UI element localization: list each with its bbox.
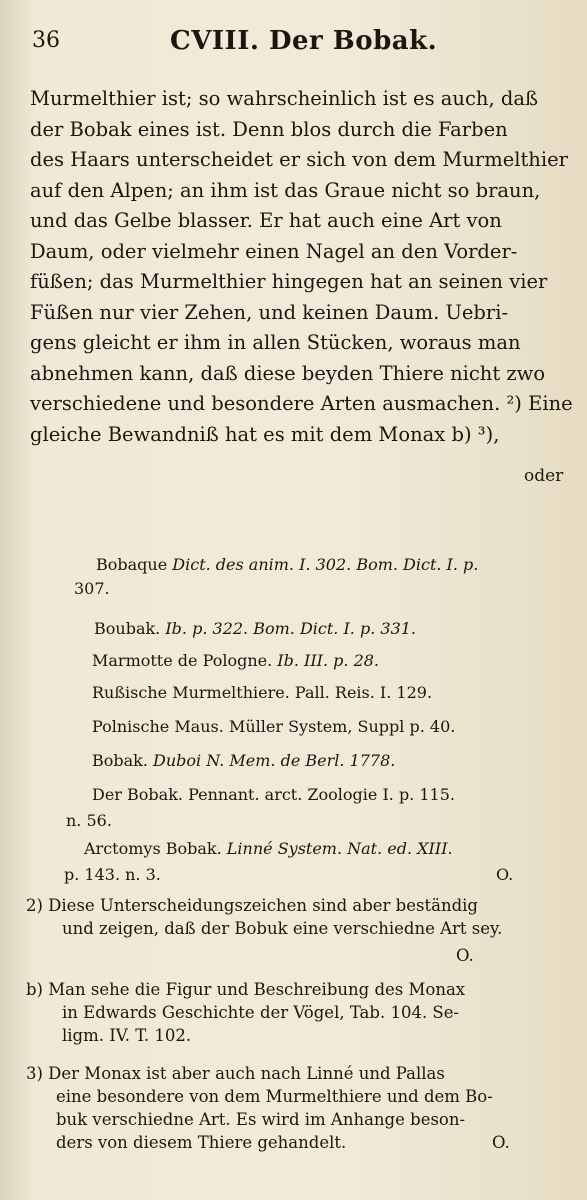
footnote-line: 2) Diese Unterscheidungszeichen sind aber beständig [26, 896, 478, 915]
text-line: gleiche Bewandniß hat es mit dem Monax b) ³), [30, 422, 500, 446]
synonym-reference: Bom. Dict. I. p. [356, 555, 479, 574]
synonym-name: Polnische Maus. [92, 717, 224, 736]
text-line: füßen; das Murmelthier hingegen hat an seinen vier [30, 270, 548, 293]
synonym-entry [92, 683, 432, 702]
synonym-reference: Pennant. arct. Zoologie I. p. 115. [188, 785, 455, 804]
synonym-reference: Duboi N. Mem. de Berl. 1778. [153, 751, 396, 770]
synonym-entry [92, 751, 395, 770]
footnote-line: ligm. IV. T. 102. [62, 1026, 192, 1045]
synonym-continuation: 307. [74, 579, 110, 598]
synonym-continuation: n. 56. [66, 811, 112, 830]
footnote-line: eine besondere von dem Murmelthiere und dem Bo- [56, 1087, 493, 1106]
synonym-entry [96, 555, 478, 574]
synonym-signature: O. [496, 865, 514, 884]
synonym-reference: Ib. III. p. 28. [277, 651, 380, 670]
footnote [26, 1062, 576, 1154]
catchword: oder [524, 466, 564, 486]
synonym-entry [92, 717, 455, 736]
footnote-line: in Edwards Geschichte der Vögel, Tab. 104. Se- [62, 1003, 460, 1022]
footnote-line: und zeigen, daß der Bobuk eine verschiedne Art sey. [62, 919, 503, 938]
footnote-line: buk verschiedne Art. Es wird im Anhange beson- [56, 1110, 466, 1129]
text-line: und das Gelbe blasser. Er hat auch eine Art von [30, 209, 502, 232]
footnote [26, 978, 576, 1047]
synonym-entry [84, 839, 453, 858]
synonym-name: Bobak. [92, 751, 148, 770]
synonym-reference: Dict. des anim. I. 302. [172, 555, 352, 574]
synonym-entry [94, 619, 416, 638]
footnote-signature: O. [456, 946, 474, 965]
page-header [0, 22, 587, 62]
synonym-reference: Bom. Dict. I. p. 331. [253, 619, 417, 638]
text-line: gens gleicht er ihm in allen Stücken, woraus man [30, 331, 521, 354]
synonym-name: Marmotte de Pologne. [92, 651, 273, 670]
synonym-name: Boubak. [94, 619, 161, 638]
footnote [26, 894, 576, 965]
running-head: CVIII. Der Bobak. [170, 26, 438, 56]
synonym-continuation: p. 143. n. 3. [64, 865, 161, 884]
text-line: Füßen nur vier Zehen, und keinen Daum. Uebri- [30, 300, 509, 324]
main-text [30, 84, 575, 450]
footnote-line: ders von diesem Thiere gehandelt. [56, 1133, 347, 1152]
footnote-signature: O. [492, 1133, 510, 1152]
footnote-line: b) Man sehe die Figur und Beschreibung des Monax [26, 980, 466, 999]
text-line: verschiedene und besondere Arten ausmachen. ²) Eine [30, 392, 573, 415]
synonym-name: Arctomys Bobak. [84, 839, 222, 858]
text-line: Daum, oder vielmehr einen Nagel an den Vorder- [30, 239, 518, 263]
text-line: Murmelthier ist; so wahrscheinlich ist es auch, daß [30, 87, 538, 110]
footnote-line: 3) Der Monax ist aber auch nach Linné und Pallas [26, 1064, 445, 1083]
synonym-reference: Pall. Reis. I. 129. [294, 683, 433, 702]
text-line: des Haars unterscheidet er sich von dem Murmelthier [30, 148, 568, 171]
text-line: auf den Alpen; an ihm ist das Graue nicht so braun, [30, 178, 541, 202]
synonym-name: Bobaque [96, 555, 168, 574]
synonym-reference: Müller System, Suppl p. 40. [228, 717, 456, 736]
synonym-name: Rußische Murmelthiere. [92, 683, 290, 702]
synonym-entry [92, 785, 455, 804]
text-line: der Bobak eines ist. Denn blos durch die Farben [30, 117, 508, 141]
page-number: 36 [32, 28, 60, 53]
synonym-reference: Ib. p. 322. [165, 619, 249, 638]
synonym-name: Der Bobak. [92, 785, 183, 804]
synonym-reference: Linné System. Nat. ed. XIII. [226, 839, 453, 858]
synonym-entry [92, 651, 379, 670]
text-line: abnehmen kann, daß diese beyden Thiere nicht zwo [30, 361, 546, 385]
